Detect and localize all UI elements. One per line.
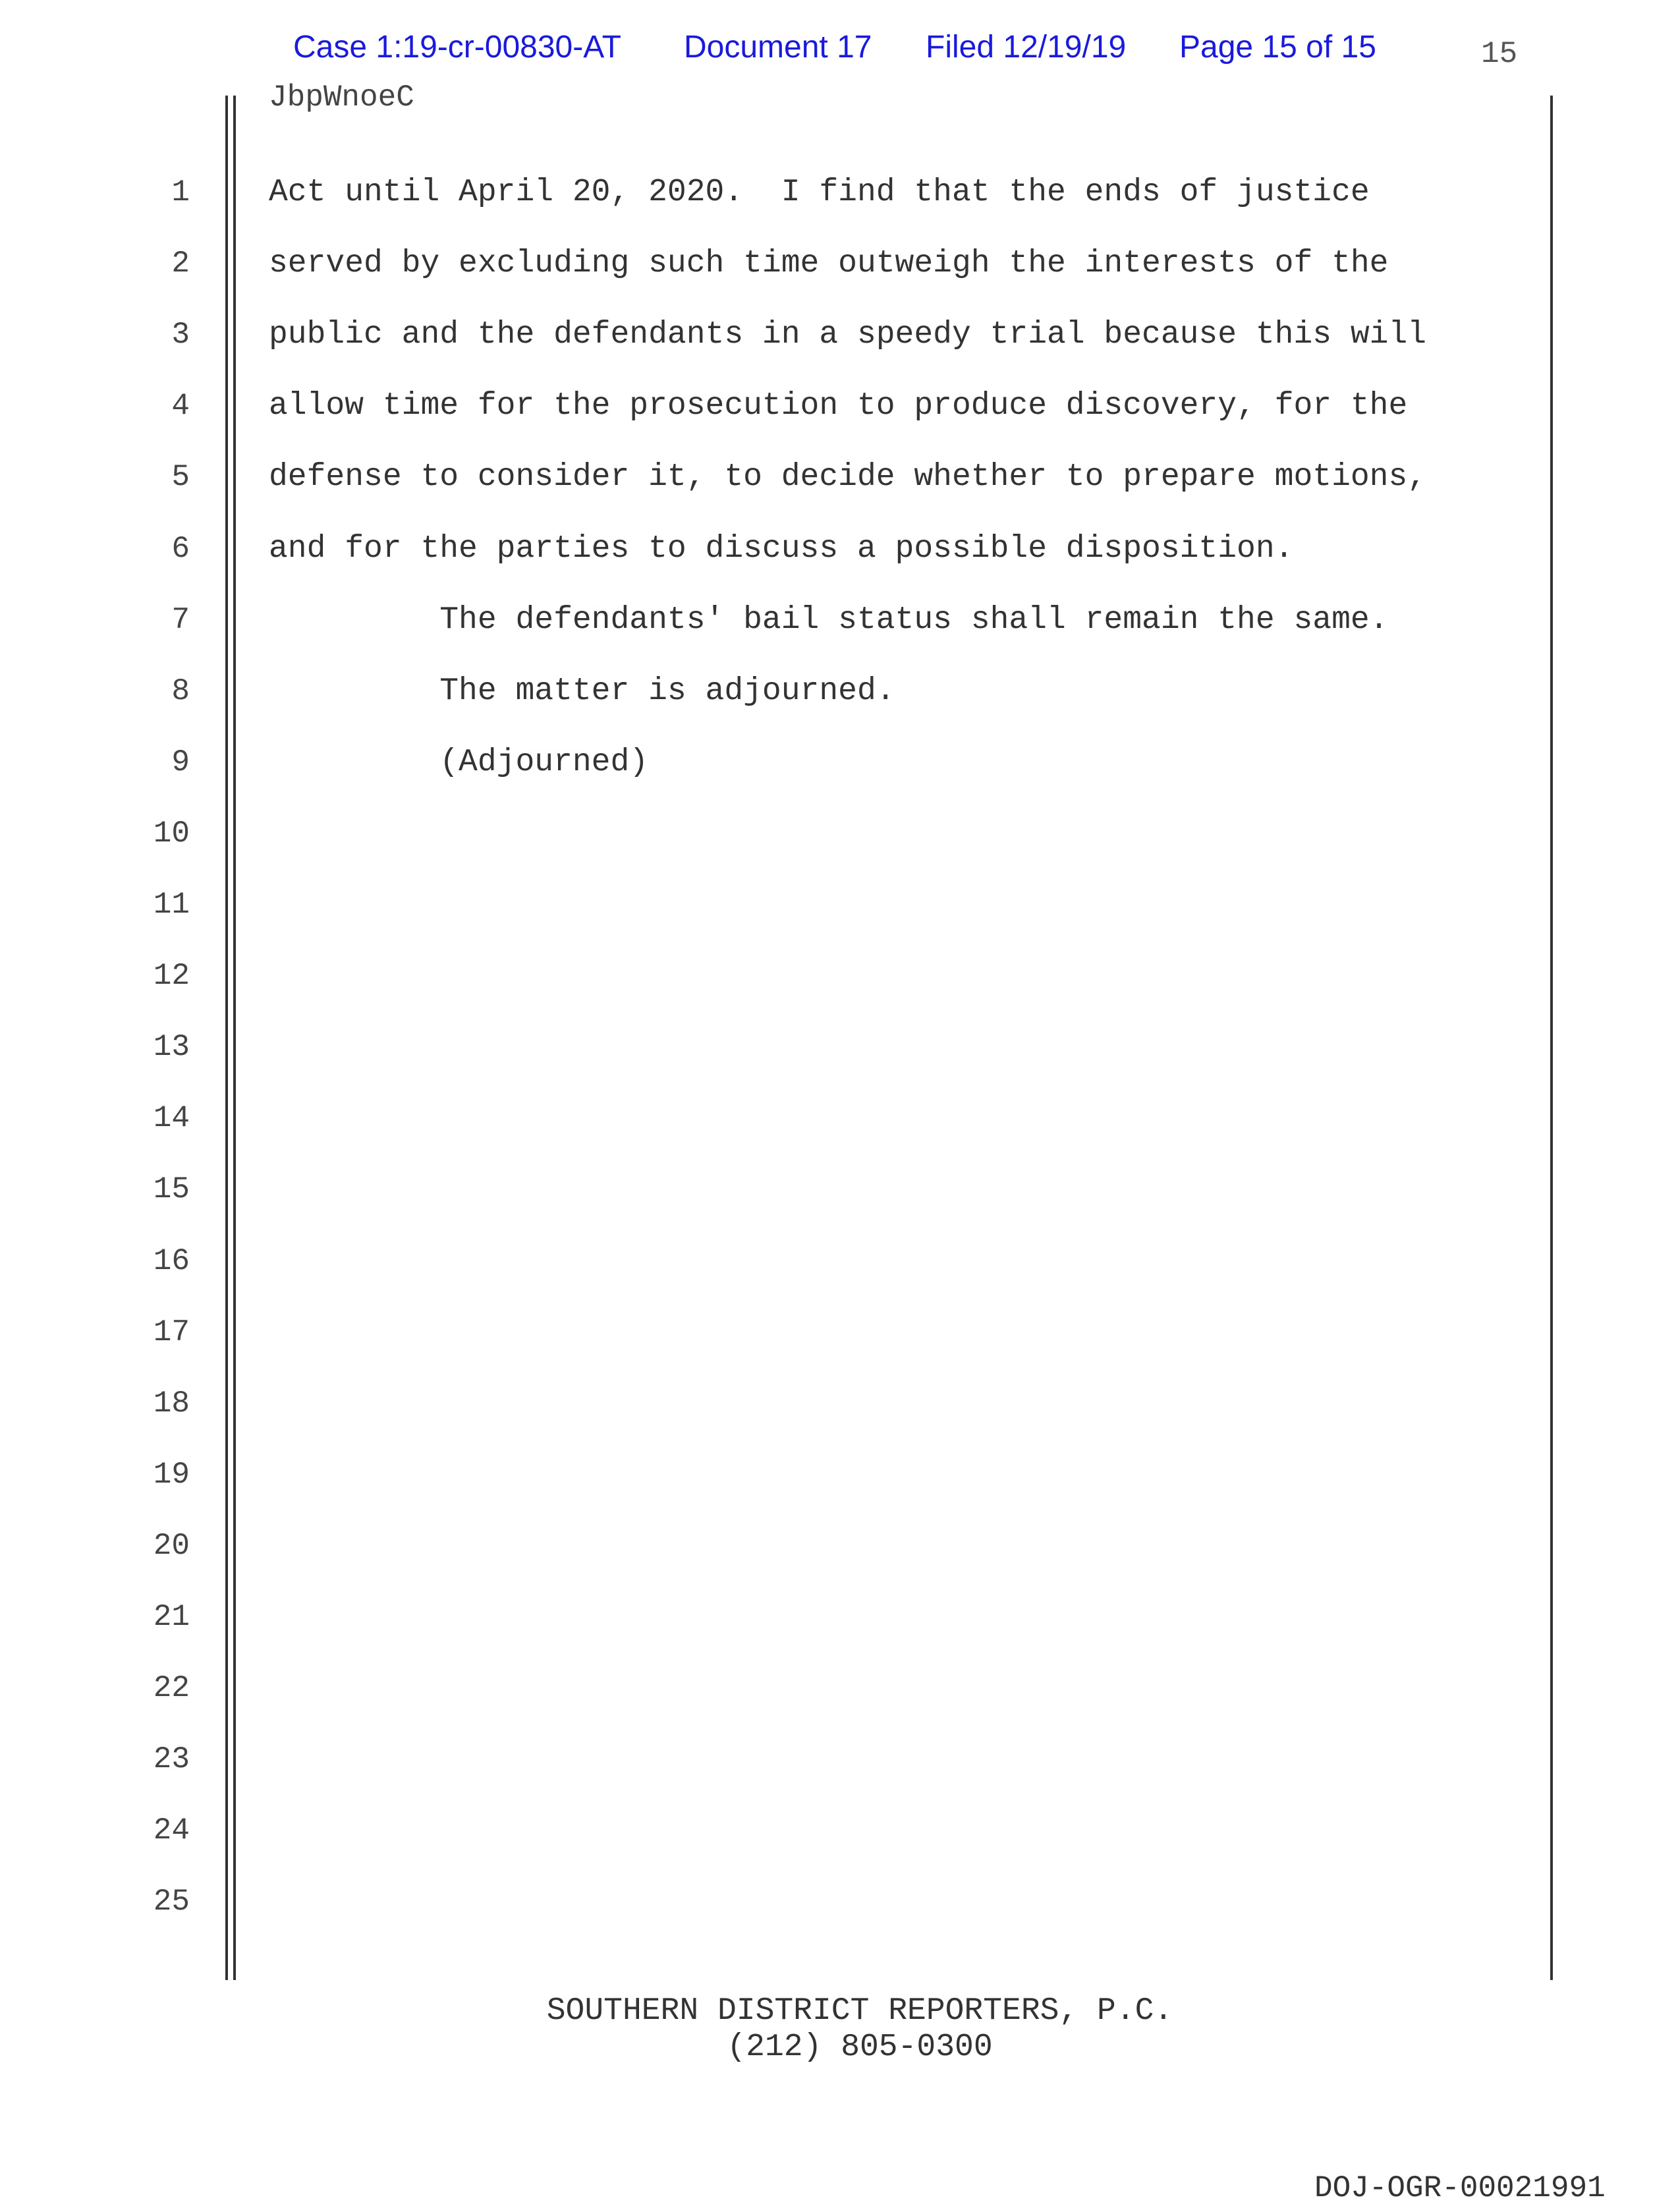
line-number: 15 <box>153 1172 190 1206</box>
line-number: 21 <box>153 1600 190 1634</box>
case-number: Case 1:19-cr-00830-AT <box>293 30 621 65</box>
line-number: 4 <box>171 389 190 423</box>
transcript-line-text: allow time for the prosecution to produce discovery, for the <box>269 388 1408 424</box>
line-number: 14 <box>153 1101 190 1135</box>
document-number: Document 17 <box>684 30 872 65</box>
left-margin-rule-outer <box>225 96 228 1980</box>
transcript-line-text: (Adjourned) <box>269 745 649 780</box>
line-number: 9 <box>171 745 190 780</box>
line-number: 23 <box>153 1742 190 1776</box>
line-number: 20 <box>153 1529 190 1563</box>
transcript-page-number: 15 <box>1481 37 1518 71</box>
transcript-line-text: The defendants' bail status shall remain the same. <box>269 602 1389 638</box>
line-number: 1 <box>171 175 190 210</box>
line-number: 11 <box>153 888 190 922</box>
line-number: 17 <box>153 1315 190 1349</box>
line-number: 16 <box>153 1244 190 1278</box>
court-filing-stamp <box>0 29 1680 75</box>
line-number: 24 <box>153 1813 190 1848</box>
transcript-header-code: JbpWnoeC <box>269 80 414 115</box>
reporter-phone: (212) 805-0300 <box>727 2029 993 2065</box>
transcript-line-text: The matter is adjourned. <box>269 673 895 709</box>
line-number: 5 <box>171 460 190 494</box>
filed-date: Filed 12/19/19 <box>926 30 1127 65</box>
line-number: 22 <box>153 1671 190 1705</box>
line-number: 10 <box>153 816 190 851</box>
transcript-line-text: defense to consider it, to decide whether to prepare motions, <box>269 459 1427 495</box>
line-number: 6 <box>171 532 190 566</box>
line-number: 2 <box>171 246 190 281</box>
line-number: 12 <box>153 959 190 993</box>
line-number: 19 <box>153 1458 190 1492</box>
transcript-line-text: served by excluding such time outweigh the interests of the <box>269 246 1389 281</box>
transcript-line-text: Act until April 20, 2020. I find that the ends of justice <box>269 175 1370 210</box>
page-of-pages: Page 15 of 15 <box>1179 30 1376 65</box>
right-margin-rule <box>1550 96 1553 1980</box>
line-number: 3 <box>171 318 190 352</box>
transcript-line-text: and for the parties to discuss a possible disposition. <box>269 531 1294 567</box>
line-number: 8 <box>171 674 190 708</box>
bates-number: DOJ-OGR-00021991 <box>1314 2171 1606 2205</box>
line-number: 25 <box>153 1885 190 1919</box>
line-number: 7 <box>171 603 190 637</box>
reporter-name: SOUTHERN DISTRICT REPORTERS, P.C. <box>546 1993 1173 2029</box>
transcript-line-text: public and the defendants in a speedy trial because this will <box>269 317 1427 353</box>
line-number: 18 <box>153 1386 190 1421</box>
line-number: 13 <box>153 1030 190 1064</box>
left-margin-rule-inner <box>233 96 236 1980</box>
